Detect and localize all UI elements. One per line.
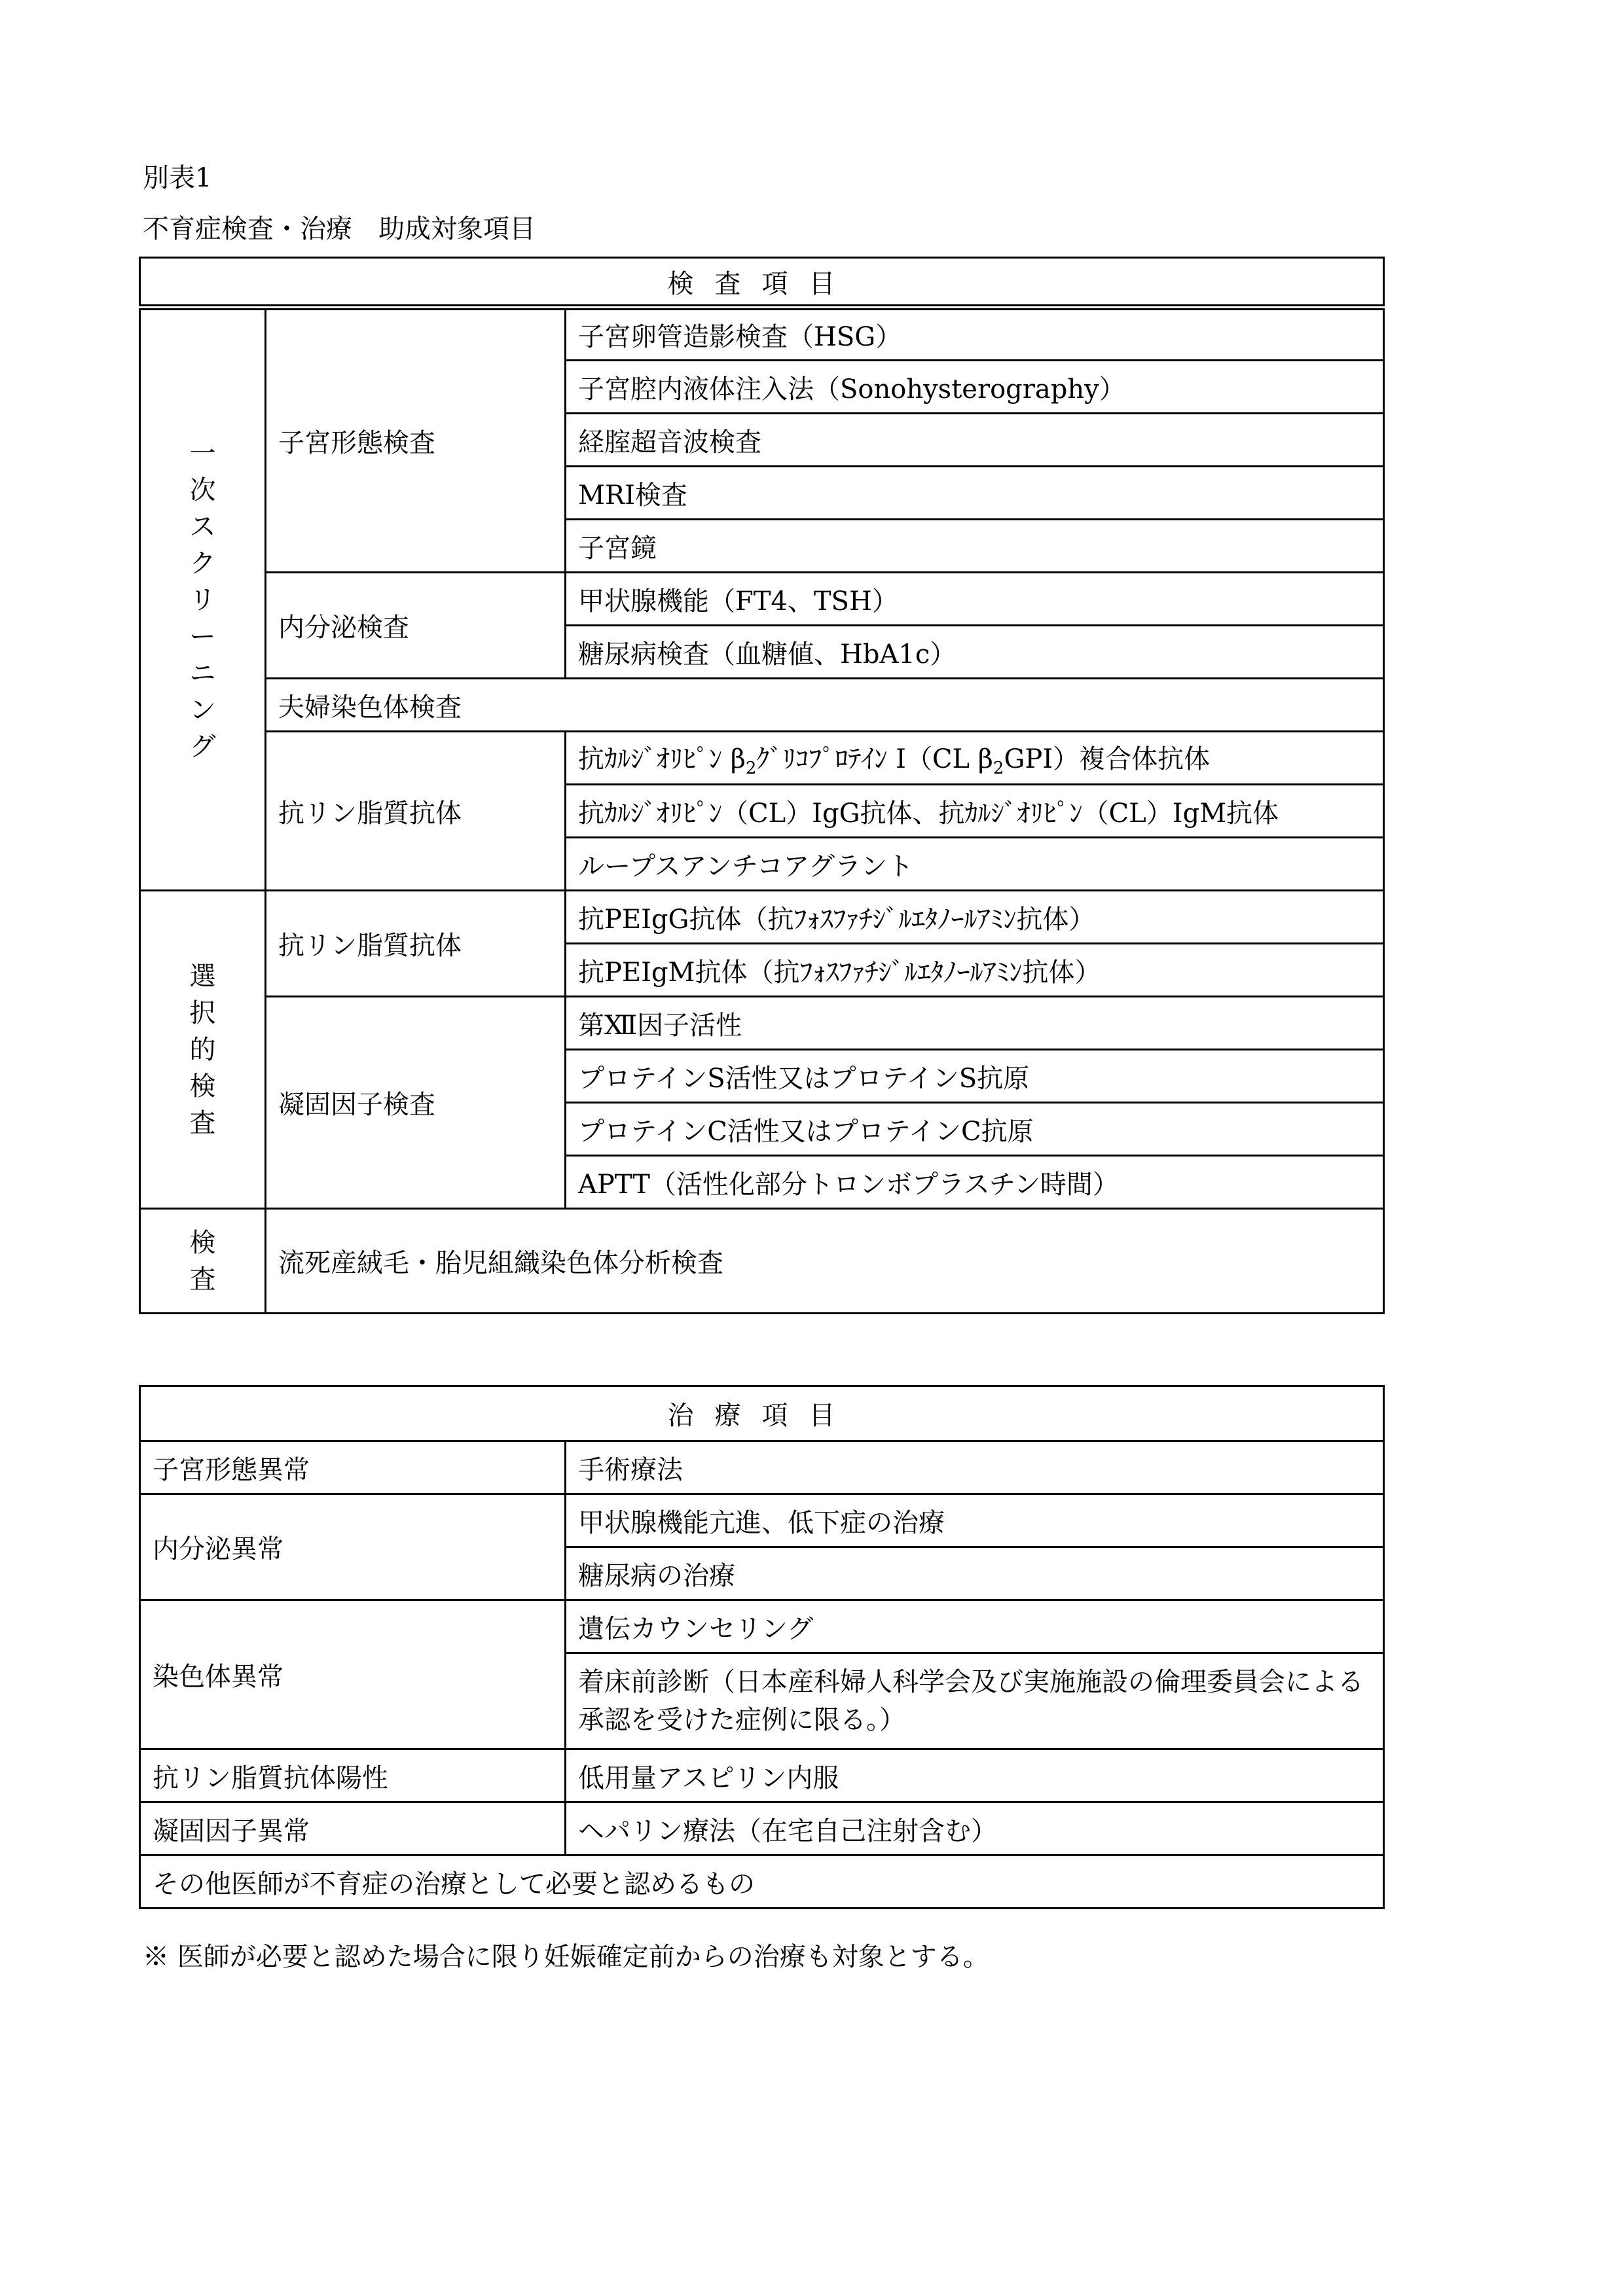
exam-item: 第Ⅻ因子活性 — [566, 997, 1384, 1050]
treatment-item: 着床前診断（日本産科婦人科学会及び実施施設の倫理委員会による承認を受けた症例に限る。） — [566, 1653, 1384, 1749]
exam-items-table — [139, 257, 1385, 1314]
exam-item: ループスアンチコアグラント — [566, 838, 1384, 891]
treatment-item: 甲状腺機能亢進、低下症の治療 — [566, 1494, 1384, 1547]
treatment-category: 子宮形態異常 — [140, 1441, 566, 1494]
primary-screening-label: 一次スクリーニング — [140, 308, 266, 891]
exam-item: 抗ｶﾙｼﾞｵﾘﾋﾟﾝ（CL）IgG抗体、抗ｶﾙｼﾞｵﾘﾋﾟﾝ（CL）IgM抗体 — [566, 785, 1384, 838]
exam-item: 抗ｶﾙｼﾞｵﾘﾋﾟﾝ $\beta_2$ｸﾞﾘｺﾌﾟﾛﾃｲﾝ Ⅰ（CL $\beta_2GPI$）複合体抗体 — [566, 732, 1384, 785]
exam-item: 抗PEIgM抗体（抗ﾌｫｽﾌｧﾁｼﾞﾙｴﾀﾉｰﾙｱﾐﾝ抗体） — [566, 944, 1384, 997]
exam-item: 抗PEIgG抗体（抗ﾌｫｽﾌｧﾁｼﾞﾙｴﾀﾉｰﾙｱﾐﾝ抗体） — [566, 891, 1384, 944]
treatment-item: 手術療法 — [566, 1441, 1384, 1494]
treatment-category: 凝固因子異常 — [140, 1803, 566, 1856]
treatment-category: 内分泌異常 — [140, 1494, 566, 1600]
antiphospholipid-exam-label: 抗リン脂質抗体 — [266, 732, 566, 891]
treatment-item: 糖尿病の治療 — [566, 1547, 1384, 1600]
treatment-table-heading: 治療項目 — [140, 1386, 1384, 1441]
treatment-items-table — [139, 1385, 1385, 1909]
exam-table-heading: 検査項目 — [140, 258, 1384, 308]
other-exam-label: 検査 — [140, 1209, 266, 1314]
coagulation-exam-label: 凝固因子検査 — [266, 997, 566, 1209]
uterus-form-exam-label: 子宮形態検査 — [266, 308, 566, 573]
footnote: ※ 医師が必要と認めた場合に限り妊娠確定前からの治療も対象とする。 — [143, 1942, 989, 1972]
endocrine-exam-label: 内分泌検査 — [266, 573, 566, 679]
exam-item: 糖尿病検査（血糖値、HbA1c） — [566, 626, 1384, 679]
exam-item: 子宮卵管造影検査（HSG） — [566, 308, 1384, 361]
couple-chromosome-exam: 夫婦染色体検査 — [266, 679, 1384, 732]
selective-antiphospholipid-label: 抗リン脂質抗体 — [266, 891, 566, 997]
treatment-item: 低用量アスピリン内服 — [566, 1749, 1384, 1803]
exam-item: MRI検査 — [566, 467, 1384, 520]
exam-item: 甲状腺機能（FT4、TSH） — [566, 573, 1384, 626]
treatment-other: その他医師が不育症の治療として必要と認めるもの — [140, 1856, 1384, 1909]
exam-item: 流死産絨毛・胎児組織染色体分析検査 — [266, 1209, 1384, 1314]
document-title: 不育症検査・治療 助成対象項目 — [143, 214, 536, 244]
selective-exam-label: 選択的検査 — [140, 891, 266, 1209]
treatment-item: ヘパリン療法（在宅自己注射含む） — [566, 1803, 1384, 1856]
exam-item: 子宮腔内液体注入法（Sonohysterography） — [566, 361, 1384, 414]
exam-item: プロテインS活性又はプロテインS抗原 — [566, 1050, 1384, 1103]
exam-item: 経腟超音波検査 — [566, 414, 1384, 467]
exam-item: APTT（活性化部分トロンボプラスチン時間） — [566, 1156, 1384, 1209]
table-number: 別表1 — [143, 163, 212, 193]
exam-item: 子宮鏡 — [566, 520, 1384, 573]
treatment-item: 遺伝カウンセリング — [566, 1600, 1384, 1653]
treatment-category: 染色体異常 — [140, 1600, 566, 1749]
treatment-category: 抗リン脂質抗体陽性 — [140, 1749, 566, 1803]
exam-item: プロテインC活性又はプロテインC抗原 — [566, 1103, 1384, 1156]
